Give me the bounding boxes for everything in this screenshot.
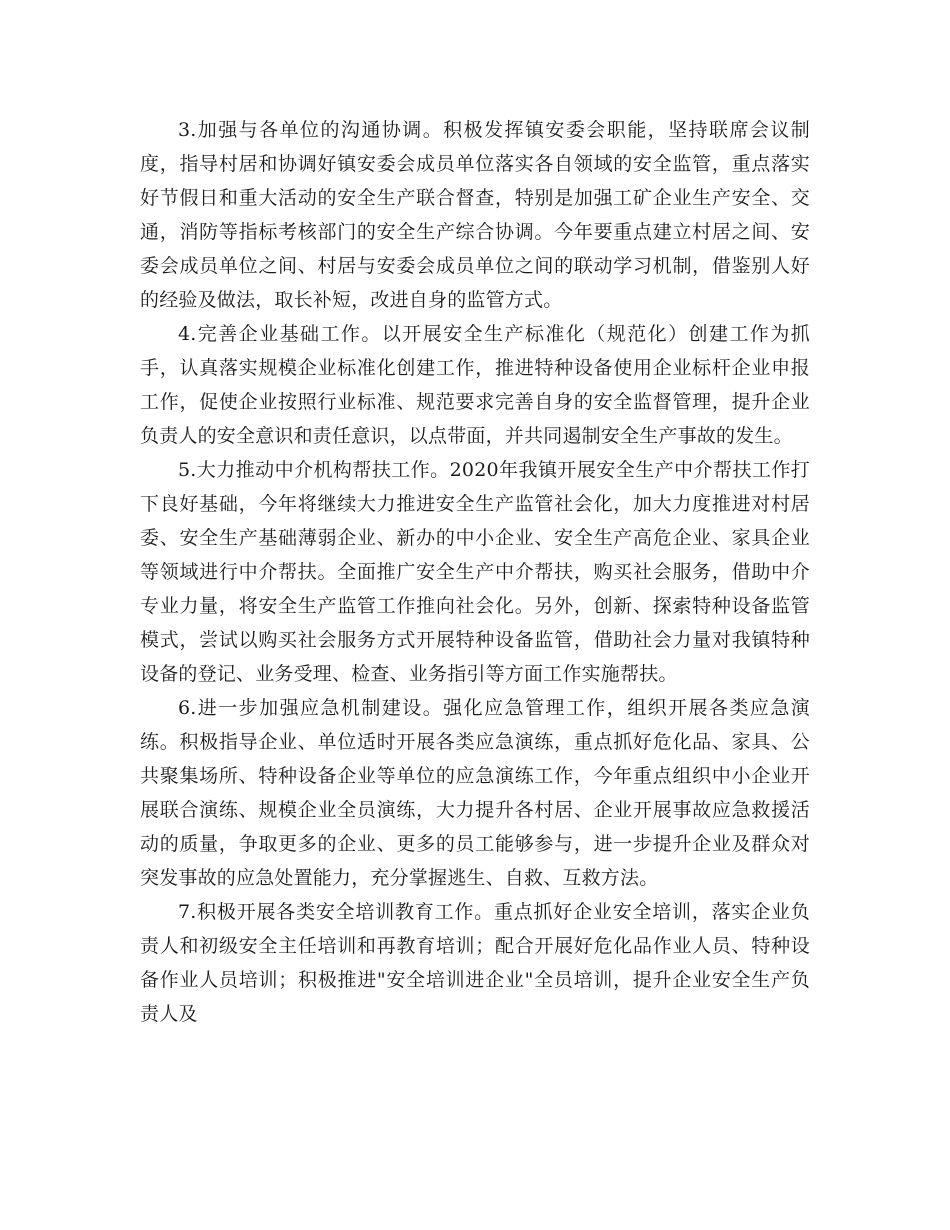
paragraph-6-emergency-mechanism: 6.进一步加强应急机制建设。强化应急管理工作，组织开展各类应急演练。积极指导企业、单位适时开展各类应急演练，重点抓好危化品、家具、公共聚集场所、特种设备企业等单位的应急演练工作，今年重点组织中小企业开展联合演练、规模企业全员演练，大力提升各村居、企业开展事故应急救援活动的质量，争取更多的企业、更多的员工能够参与，进一步提升企业及群众对突发事故的应急处置能力，充分掌握逃生、自救、互救方法。 — [140, 697, 810, 889]
paragraph-4-enterprise-basics: 4.完善企业基础工作。以开展安全生产标准化（规范化）创建工作为抓手，认真落实规模企业标准化创建工作，推进特种设备使用企业标杆企业申报工作，促使企业按照行业标准、规范要求完善自身的安全监督管理，提升企业负责人的安全意识和责任意识，以点带面，并共同遏制安全生产事故的发生。 — [140, 323, 810, 447]
document-body — [140, 113, 810, 1031]
paragraph-3-communication: 3.加强与各单位的沟通协调。积极发挥镇安委会职能，坚持联席会议制度，指导村居和协调好镇安委会成员单位落实各自领域的安全监管，重点落实好节假日和重大活动的安全生产联合督查，特别是加强工矿企业生产安全、交通，消防等指标考核部门的安全生产综合协调。今年要重点建立村居之间、安委会成员单位之间、村居与安委会成员单位之间的联动学习机制，借鉴别人好的经验及做法，取长补短，改进自身的监管方式。 — [140, 119, 810, 311]
paragraph-7-safety-training: 7.积极开展各类安全培训教育工作。重点抓好企业安全培训，落实企业负责人和初级安全主任培训和再教育培训；配合开展好危化品作业人员、特种设备作业人员培训；积极推进"安全培训进企业"全员培训，提升企业安全生产负责人及 — [140, 901, 810, 1025]
paragraph-5-intermediary-support: 5.大力推动中介机构帮扶工作。2020年我镇开展安全生产中介帮扶工作打下良好基础，今年将继续大力推进安全生产监管社会化，加大力度推进对村居委、安全生产基础薄弱企业、新办的中小企业、安全生产高危企业、家具企业等领域进行中介帮扶。全面推广安全生产中介帮扶，购买社会服务，借助中介专业力量，将安全生产监管工作推向社会化。另外，创新、探索特种设备监管模式，尝试以购买社会服务方式开展特种设备监管，借助社会力量对我镇特种设备的登记、业务受理、检查、业务指引等方面工作实施帮扶。 — [140, 459, 810, 685]
